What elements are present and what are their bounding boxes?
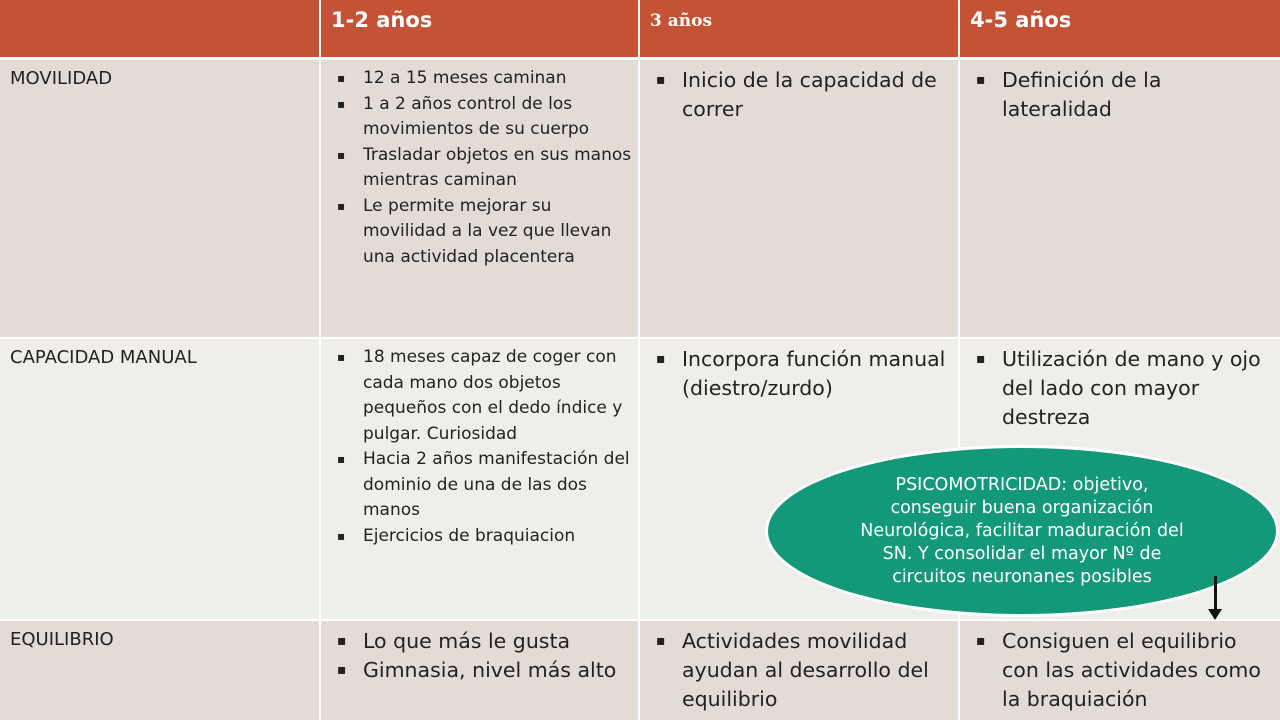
header-col-1-2: 1-2 años <box>321 0 638 57</box>
list-item: ▪ Hacia 2 años manifestación del dominio de una de las dos manos <box>321 447 632 524</box>
row-label-movilidad: MOVILIDAD <box>0 60 319 337</box>
cell-movilidad-1-2 <box>321 60 638 337</box>
list-item: ▪ Le permite mejorar su movilidad a la vez que llevan una actividad placentera <box>321 194 632 271</box>
list-item: ▪ Consiguen el equilibrio con las actividades como la braquiación <box>960 627 1274 714</box>
list-item: ▪ Ejercicios de braquiacion <box>321 524 632 550</box>
header-col-3: 3 años <box>640 0 958 57</box>
list-item: ▪ 12 a 15 meses caminan <box>321 66 632 92</box>
row-label-equilibrio: EQUILIBRIO <box>0 621 319 720</box>
list-item: ▪ 1 a 2 años control de los movimientos de su cuerpo <box>321 92 632 143</box>
list-item: ▪ 18 meses capaz de coger con cada mano dos objetos pequeños con el dedo índice y pulgar. Curiosidad <box>321 345 632 447</box>
list-item: ▪ Inicio de la capacidad de correr <box>640 66 952 124</box>
cell-manual-1-2 <box>321 339 638 619</box>
header-col-4-5: 4-5 años <box>960 0 1280 57</box>
psicomotricidad-callout <box>765 445 1279 617</box>
header-empty-cell <box>0 0 319 57</box>
down-arrow-shaft <box>1214 576 1217 612</box>
movilidad-1-2-list <box>321 66 632 270</box>
list-item: ▪ Gimnasia, nivel más alto <box>321 656 632 685</box>
list-item: ▪ Definición de la lateralidad <box>960 66 1274 124</box>
list-item: ▪ Incorpora función manual (diestro/zurdo) <box>640 345 952 403</box>
cell-equilibrio-1-2 <box>321 621 638 720</box>
down-arrow-icon <box>1208 609 1222 620</box>
callout-text: PSICOMOTRICIDAD: objetivo, conseguir buena organización Neurológica, facilitar maduración del SN. Y consolidar el mayor Nº de circuitos neuronanes posibles <box>860 474 1184 587</box>
list-item: ▪ Actividades movilidad ayudan al desarrollo del equilibrio <box>640 627 952 714</box>
cell-movilidad-4-5 <box>960 60 1280 337</box>
row-label-capacidad-manual: CAPACIDAD MANUAL <box>0 339 319 619</box>
cell-equilibrio-4-5 <box>960 621 1280 720</box>
list-item: ▪ Utilización de mano y ojo del lado con mayor destreza <box>960 345 1274 432</box>
manual-1-2-list <box>321 345 632 549</box>
list-item: ▪ Trasladar objetos en sus manos mientras caminan <box>321 143 632 194</box>
list-item: ▪ Lo que más le gusta <box>321 627 632 656</box>
cell-movilidad-3 <box>640 60 958 337</box>
cell-equilibrio-3 <box>640 621 958 720</box>
